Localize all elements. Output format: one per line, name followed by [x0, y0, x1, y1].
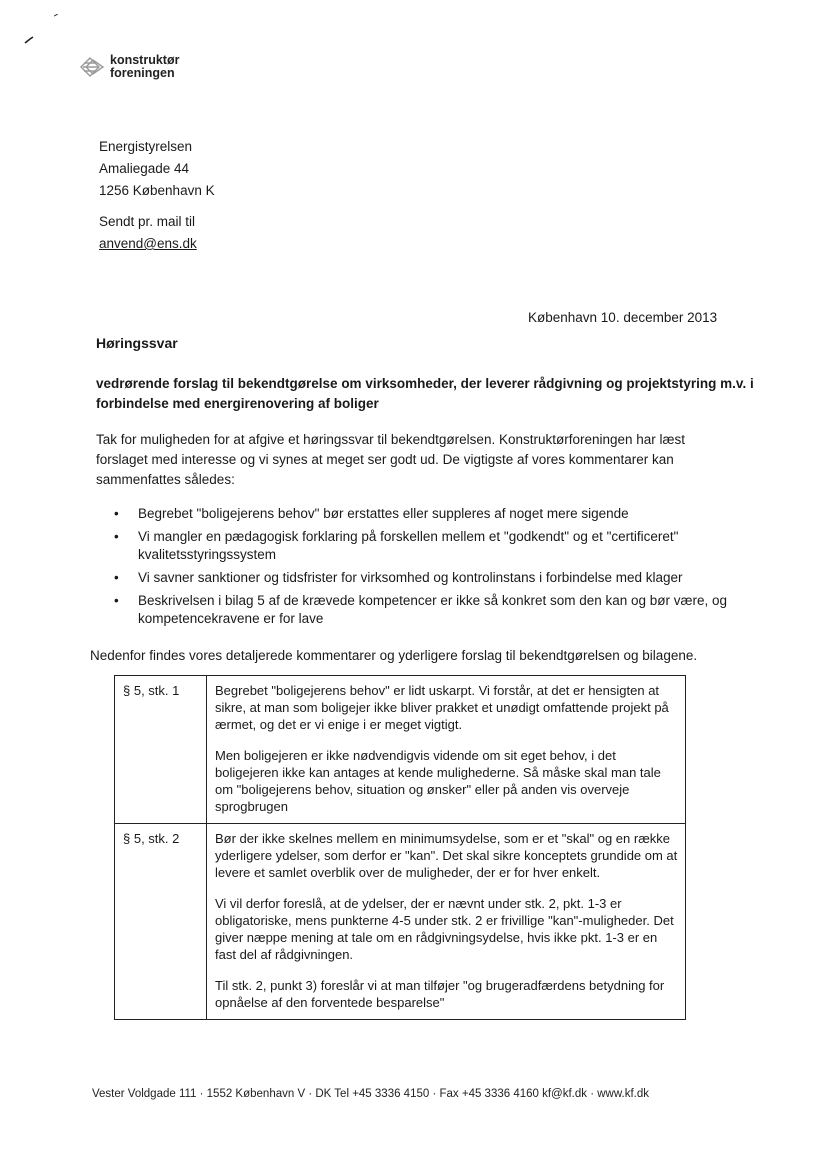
dateline: København 10. december 2013	[528, 310, 718, 325]
table-row	[115, 676, 686, 824]
logo	[78, 54, 179, 80]
comment-cell	[207, 676, 686, 824]
comment-paragraph: Vi vil derfor foreslå, at de ydelser, der er nævnt under stk. 2, pkt. 1-3 er obligatoriske, mens punkterne 4-5 under stk. 2 er frivillige "kan"-muligheder. Det giver næppe mening at tale om en rådgivningsydelse, hvis ikke pkt. 1-3 er en fast del af rådgivningen.	[215, 896, 674, 962]
email-link[interactable]: anvend@ens.dk	[99, 236, 197, 251]
pen-mark	[24, 36, 34, 44]
lead-sentence: Nedenfor findes vores detaljerede kommentarer og yderligere forslag til bekendtgørelsen og bilagene.	[90, 648, 698, 663]
comment-paragraph: Til stk. 2, punkt 3) foreslår vi at man tilføjer "og brugeradfærdens betydning for opnåelse af den forventede besparelse"	[215, 978, 665, 1010]
logo-line-1: konstruktør	[110, 53, 180, 67]
footer-contact: Vester Voldgade 111 · 1552 København V · DK Tel +45 3336 4150 · Fax +45 3336 4160 kf@kf.dk · www.kf.dk	[92, 1088, 649, 1100]
bullet-icon: •	[114, 529, 119, 544]
logo-line-2: foreningen	[110, 66, 175, 80]
list-item-text: Begrebet "boligejerens behov" bør erstattes eller suppleres af noget mere sigende	[138, 506, 629, 521]
list-item	[112, 505, 732, 523]
summary-list	[112, 505, 732, 633]
table-row	[115, 824, 686, 1020]
comment-paragraph: Begrebet "boligejerens behov" er lidt uskarpt. Vi forstår, at det er hensigten at sikre, at man som boligejer ikke bliver prakket et unødigt omfattende projekt på ærmet, og det er vi enige i er meget vigtigt.	[215, 683, 669, 732]
list-item-text: Vi savner sanktioner og tidsfrister for virksomhed og kontrolinstans i forbindelse med klager	[138, 570, 683, 585]
list-item-text: Beskrivelsen i bilag 5 af de krævede kompetencer er ikke så konkret som den kan og bør være, og kompetencekravene er for lave	[138, 593, 728, 626]
list-item-text: Vi mangler en pædagogisk forklaring på forskellen mellem et "godkendt" og et "certificeret" kvalitetsstyringssystem	[138, 529, 679, 562]
list-item	[112, 569, 732, 587]
list-item	[112, 528, 732, 564]
bullet-icon: •	[114, 593, 119, 608]
bullet-icon: •	[114, 570, 119, 585]
recipient-address	[99, 136, 215, 202]
logo-wordmark	[110, 54, 179, 80]
comments-table	[114, 675, 686, 1020]
comment-paragraph: Bør der ikke skelnes mellem en minimumsydelse, som er et "skal" og en række yderligere ydelser, som derfor er "kan". Det skal sikre konceptets grundide om at levere et samlet overblik over de muligheder, der er for hver enkelt.	[215, 831, 678, 880]
logo-diamond-icon	[78, 54, 106, 80]
comment-cell	[207, 824, 686, 1020]
sent-label: Sendt pr. mail til	[99, 214, 196, 229]
bullet-icon: •	[114, 506, 119, 521]
letter-heading: Høringssvar	[96, 335, 178, 351]
comment-paragraph: Men boligejeren er ikke nødvendigvis vidende om sit eget behov, i det boligejeren ikke kan antages at kende mulighederne. Så måske skal man tale om "boligejerens behov, situation og ønsker" eller på anden vis overveje sprogbrugen	[215, 748, 661, 814]
letter-subject: vedrørende forslag til bekendtgørelse om virksomheder, der leverer rådgivning og projektstyring m.v. i forbindelse med energirenovering af boliger	[96, 376, 754, 411]
list-item	[112, 592, 732, 628]
recipient-city: 1256 København K	[99, 183, 215, 198]
section-cell: § 5, stk. 1	[115, 676, 207, 824]
section-cell: § 5, stk. 2	[115, 824, 207, 1020]
recipient-name: Energistyrelsen	[99, 139, 193, 154]
scan-mark	[54, 14, 58, 17]
intro-paragraph: Tak for muligheden for at afgive et høringssvar til bekendtgørelsen. Konstruktørforeningen har læst forslaget med interesse og vi synes at meget ser godt ud. De vigtigste af vores kommentarer kan sammenfattes således:	[96, 432, 686, 487]
sent-by-mail	[99, 211, 197, 255]
recipient-street: Amaliegade 44	[99, 161, 190, 176]
